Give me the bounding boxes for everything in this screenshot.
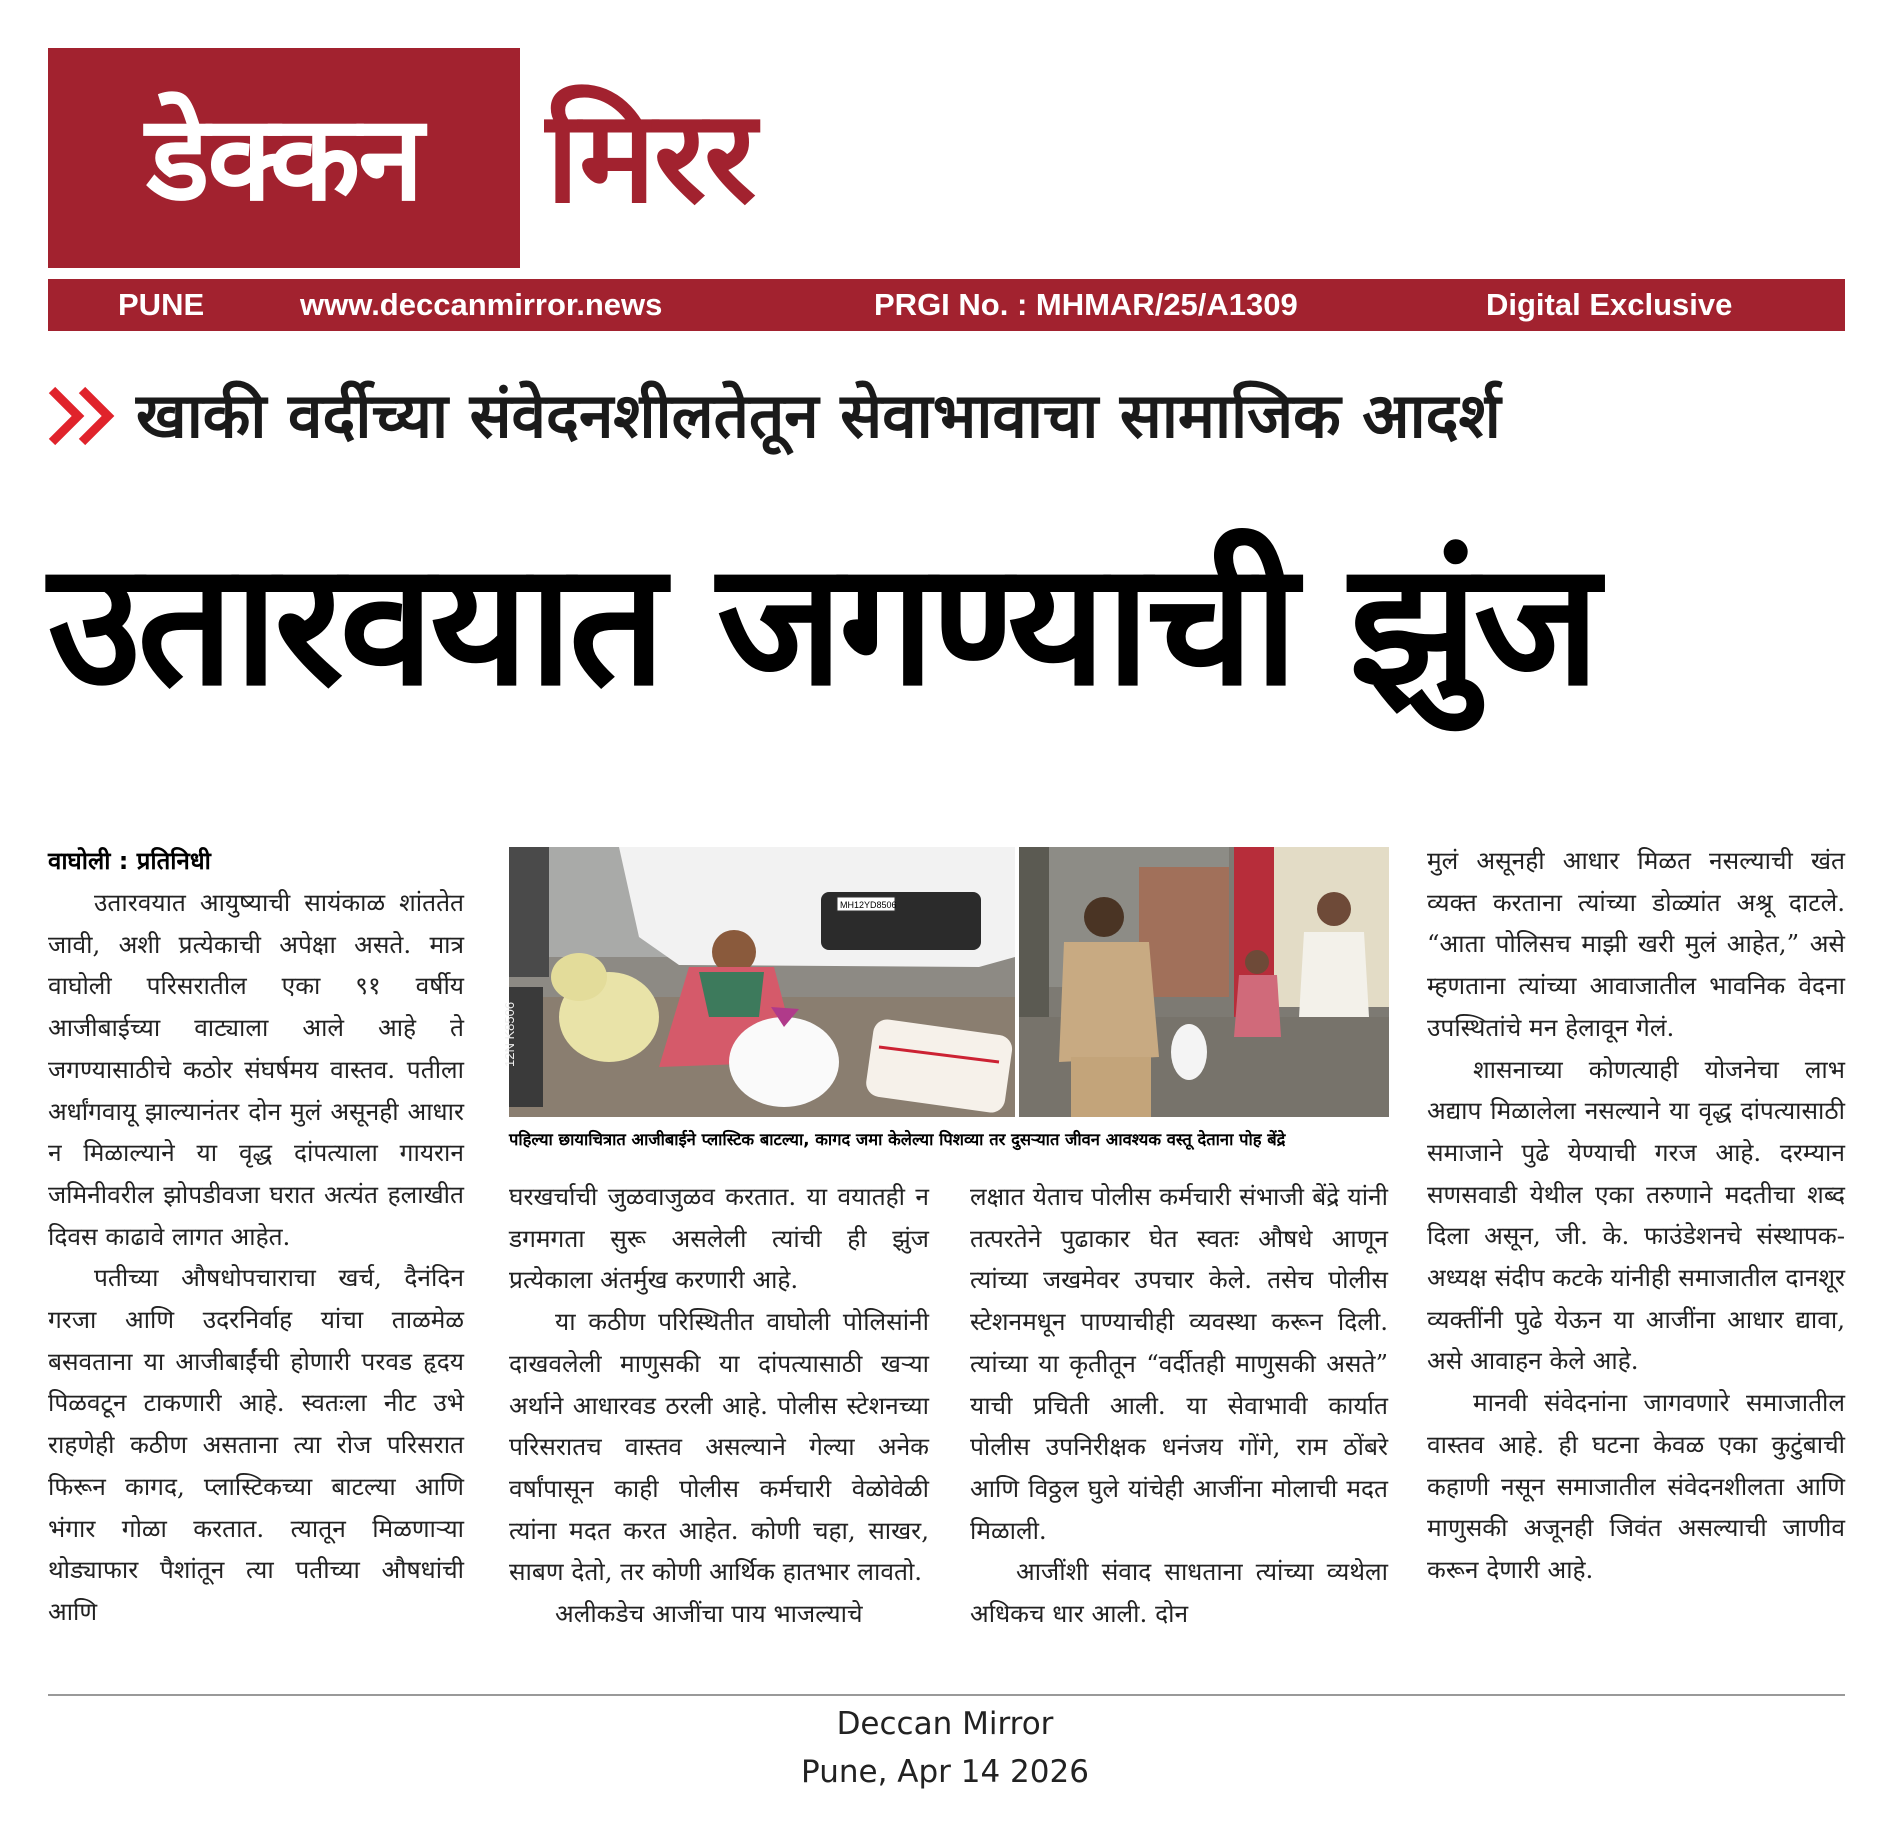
photo-police-giving-supplies	[1019, 847, 1389, 1117]
paragraph: पतीच्या औषधोपचाराचा खर्च, दैनंदिन गरजा आणि उदरनिर्वाह यांचा ताळमेळ बसवताना या आजीबाईंची होणारी परवड हृदय पिळवटून टाकणारी आहे. स्वतःला नीट उभे राहणेही कठीण असताना त्या रोज परिसरात फिरून कागद, प्लास्टिकच्या बाटल्या आणि भंगार गोळा करतात. त्यातून मिळणाऱ्या थोड्याफार पैशांतून त्या पतीच्या औषधांची आणि	[48, 1263, 464, 1626]
dateline: वाघोली : प्रतिनिधी	[48, 847, 211, 875]
prgi-number: PRGI No. : MHMAR/25/A1309	[874, 287, 1298, 322]
paragraph: मानवी संवेदनांना जागवणारे समाजातील वास्तव आहे. ही घटना केवळ एका कुटुंबाची कहाणी नसून समाजातील संवेदनशीलता आणि माणुसकी अजूनही जिवंत असल्याची जाणीव करून देणारी आहे.	[1427, 1388, 1845, 1584]
paragraph: या कठीण परिस्थितीत वाघोली पोलिसांनी दाखवलेली माणुसकी या दांपत्यासाठी खऱ्या अर्थाने आधारवड ठरली आहे. पोलीस स्टेशनच्या परिसरातच वास्तव असल्याने गेल्या अनेक वर्षांपासून काही पोलीस कर्मचारी वेळोवेळी त्यांना मदत करत आहेत. कोणी चहा, साखर, साबण देतो, तर कोणी आर्थिक हातभार लावतो.	[509, 1307, 929, 1587]
photo-grandmother-with-bags	[502, 847, 1015, 1117]
masthead-info-bar	[48, 279, 1845, 331]
paragraph: उतारवयात आयुष्याची सायंकाळ शांततेत जावी, अशी प्रत्येकाची अपेक्षा असते. मात्र वाघोली परिसरातील एका ९१ वर्षीय आजीबाईच्या वाट्याला आले आहे ते जगण्यासाठीचे कठोर संघर्षमय वास्तव. पतीला अर्धांगवायू झाल्यानंतर दोन मुलं असूनही आधार न मिळाल्याने या वृद्ध दांपत्याला गायरान जमिनीवरील झोपडीवजा घरात अत्यंत हलाखीत दिवस काढावे लागत आहेत.	[48, 888, 464, 1251]
footer-paper-name: Deccan Mirror	[836, 1706, 1054, 1742]
paragraph: शासनाच्या कोणत्याही योजनेचा लाभ अद्याप मिळालेला नसल्याने या वृद्ध दांपत्यासाठी समाजाने पुढे येण्याची गरज आहे. दरम्यान सणसवाडी येथील एका तरुणाने मदतीचा शब्द दिला असून, जी. के. फाउंडेशनचे संस्थापक-अध्यक्ष संदीप कटके यांनीही समाजातील दानशूर व्यक्तींनी पुढे येऊन या आजींना आधार द्यावा, असे आवाहन केले आहे.	[1427, 1054, 1845, 1376]
website-link[interactable]: www.deccanmirror.news	[300, 287, 663, 322]
article-column-4	[1427, 840, 1845, 1591]
kicker-row	[48, 376, 1845, 456]
paragraph: आजींशी संवाद साधताना त्यांच्या व्यथेला अधिकच धार आली. दोन	[970, 1557, 1388, 1629]
article-column-3	[970, 1176, 1388, 1635]
footer-place-date: Pune, Apr 14 2026	[801, 1754, 1089, 1790]
scooter-plate-text: 12N K8506	[502, 1001, 517, 1067]
paragraph: मुलं असूनही आधार मिळत नसल्याची खंत व्यक्त करताना त्यांच्या डोळ्यांत अश्रू दाटले. “आता पोलिसच माझी खरी मुलं आहेत,” असे म्हणताना त्यांच्या आवाजातील भावनिक वेदना उपस्थितांचे मन हेलावून गेलं.	[1427, 846, 1845, 1042]
photo-caption: पहिल्या छायाचित्रात आजीबाईने प्लास्टिक बाटल्या, कागद जमा केलेल्या पिशव्या तर दुसऱ्यात जीवन आवश्यक वस्तू देताना पोह बेंद्रे	[509, 1130, 1286, 1149]
article-column-2	[509, 1176, 929, 1635]
paragraph: लक्षात येताच पोलीस कर्मचारी संभाजी बेंद्रे यांनी तत्परतेने पुढाकार घेत स्वतः औषधे आणून त्यांच्या जखमेवर उपचार केले. तसेच पोलीस स्टेशनमधून पाण्याचीही व्यवस्था करून दिली. त्यांच्या या कृतीतून “वर्दीतही माणुसकी असते” याची प्रचिती आली. या सेवाभावी कार्यात पोलीस उपनिरीक्षक धनंजय गोंगे, राम ठोंबरे आणि विठ्ठल घुले यांचेही आजींना मोलाची मदत मिळाली.	[970, 1182, 1388, 1545]
masthead-logo-block	[48, 48, 520, 268]
main-headline: उतारवयात जगण्याची झुंज	[48, 526, 1596, 724]
paragraph: अलीकडेच आजींचा पाय भाजल्याचे	[555, 1599, 863, 1629]
edition-label: Digital Exclusive	[1486, 287, 1733, 322]
paragraph: घरखर्चाची जुळवाजुळव करतात. या वयातही न डगमगता सुरू असलेली त्यांची ही झुंज प्रत्येकाला अंतर्मुख करणारी आहे.	[509, 1182, 929, 1295]
city-label: PUNE	[118, 287, 205, 322]
masthead-title-right: मिरर	[546, 83, 755, 232]
article-column-1	[48, 840, 464, 1633]
footer-divider	[48, 1694, 1845, 1696]
masthead-title-left: डेक्कन	[146, 89, 422, 227]
car-plate-text: MH12YD8506	[840, 900, 897, 910]
kicker-headline: खाकी वर्दीच्या संवेदनशीलतेतून सेवाभावाचा सामाजिक आदर्श	[136, 379, 1501, 452]
double-chevron-icon	[48, 384, 118, 448]
